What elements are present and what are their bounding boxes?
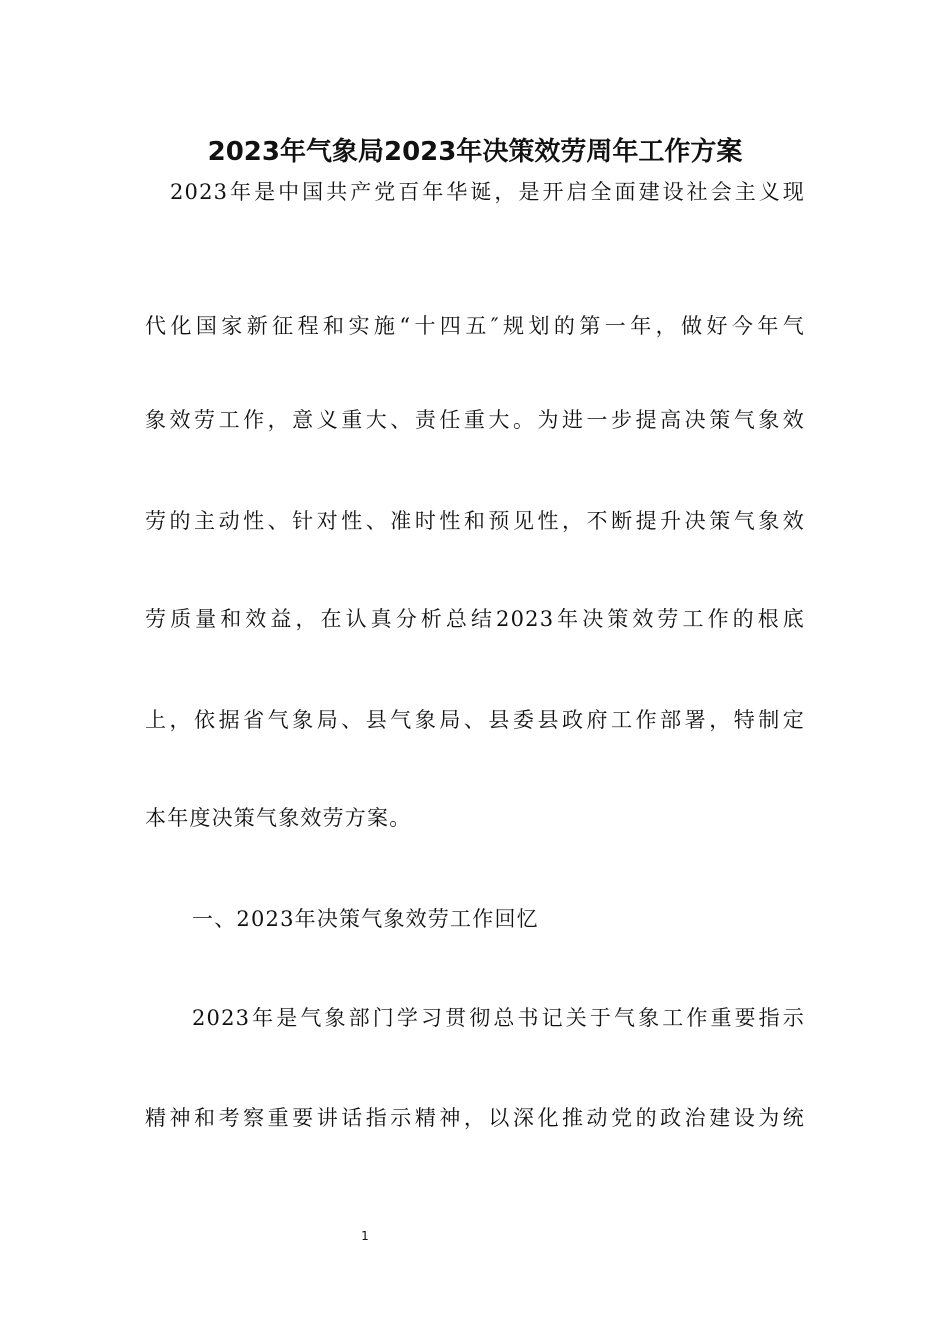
paragraph-line: 本年度决策气象效劳方案。 — [145, 806, 412, 830]
page-number: 1 — [361, 1229, 369, 1243]
paragraph-line: 劳的主动性、针对性、准时性和预见性，不断提升决策气象效 — [145, 509, 805, 533]
paragraph-line: 精神和考察重要讲话指示精神，以深化推动党的政治建设为统 — [145, 1106, 805, 1130]
section-heading: 一、2023年决策气象效劳工作回忆 — [192, 907, 539, 931]
paragraph-line: 象效劳工作，意义重大、责任重大。为进一步提高决策气象效 — [145, 408, 805, 432]
paragraph-line: 上，依据省气象局、县气象局、县委县政府工作部署，特制定 — [145, 708, 805, 732]
document-title: 2023年气象局2023年决策效劳周年工作方案 — [207, 137, 743, 167]
paragraph-line: 2023年是中国共产党百年华诞，是开启全面建设社会主义现 — [170, 180, 805, 204]
paragraph-line: 2023年是气象部门学习贯彻总书记关于气象工作重要指示 — [192, 1006, 805, 1030]
paragraph-line: 代化国家新征程和实施“十四五″规划的第一年，做好今年气 — [145, 314, 805, 338]
paragraph-line: 劳质量和效益，在认真分析总结2023年决策效劳工作的根底 — [145, 607, 805, 631]
